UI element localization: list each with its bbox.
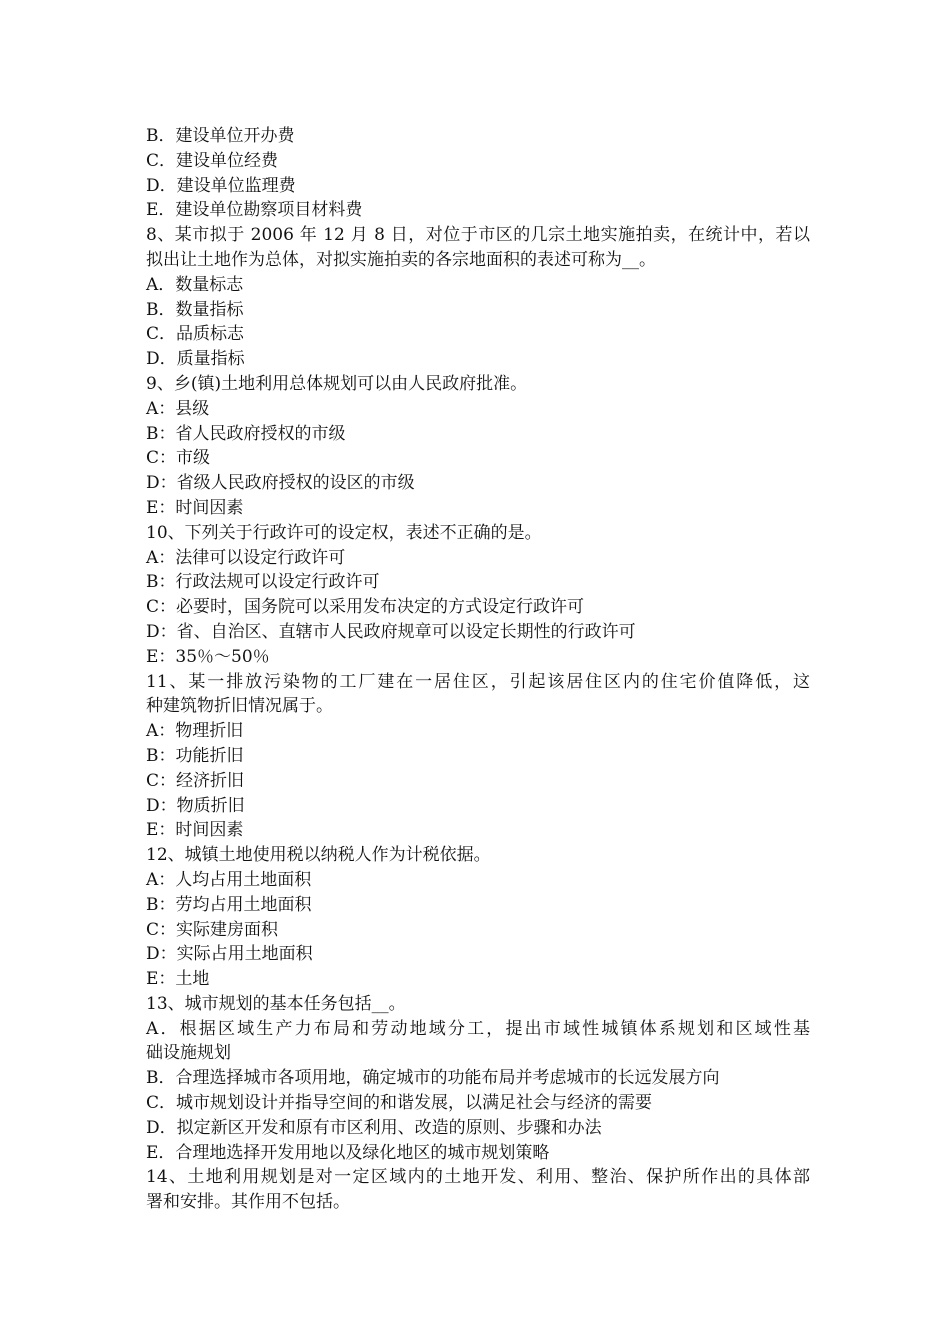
answer-option-line: B：行政法规可以设定行政许可 xyxy=(146,572,380,593)
answer-option-line: C．品质标志 xyxy=(146,324,245,345)
answer-option-line: D．质量指标 xyxy=(146,349,245,370)
answer-option-line: D：省级人民政府授权的设区的市级 xyxy=(146,473,415,494)
answer-option-line: A：人均占用土地面积 xyxy=(146,869,312,890)
question-text-line: 13、城市规划的基本任务包括__。 xyxy=(146,993,406,1014)
answer-option-line: D：省、自治区、直辖市人民政府规章可以设定长期性的行政许可 xyxy=(146,621,636,642)
answer-option-line: C．建设单位经费 xyxy=(146,150,279,171)
answer-option-line: C：实际建房面积 xyxy=(146,919,279,940)
answer-option-line: B．建设单位开办费 xyxy=(146,126,295,146)
question-text-line: 拟出让土地作为总体，对拟实施拍卖的各宗地面积的表述可称为__。 xyxy=(146,249,656,270)
answer-option-line: B．合理选择城市各项用地，确定城市的功能布局并考虑城市的长远发展方向 xyxy=(146,1068,720,1089)
answer-option-line: C：经济折旧 xyxy=(146,770,245,791)
answer-option-line: E：时间因素 xyxy=(146,820,244,841)
answer-option-line: A．数量标志 xyxy=(146,274,244,295)
answer-option-line: C：必要时，国务院可以采用发布决定的方式设定行政许可 xyxy=(146,597,585,618)
question-text-line: 种建筑物折旧情况属于。 xyxy=(146,696,333,717)
answer-option-line: E：时间因素 xyxy=(146,497,244,518)
question-text-line: 14、土地利用规划是对一定区域内的土地开发、利用、整治、保护所作出的具体部 xyxy=(146,1167,810,1188)
answer-option-line: D．拟定新区开发和原有市区利用、改造的原则、步骤和办法 xyxy=(146,1117,602,1138)
question-text-line: 12、城镇土地使用税以纳税人作为计税依据。 xyxy=(146,845,491,866)
question-text-line: A．根据区域生产力布局和劳动地域分工，提出市域性城镇体系规划和区域性基 xyxy=(146,1018,810,1039)
answer-option-line: B：功能折旧 xyxy=(146,745,244,766)
question-text-line: 8、某市拟于 2006 年 12 月 8 日，对位于市区的几宗土地实施拍卖，在统计中，若以 xyxy=(146,225,810,246)
answer-option-line: A：县级 xyxy=(146,398,210,419)
answer-option-line: C：市级 xyxy=(146,448,211,469)
question-text-line: 11、某一排放污染物的工厂建在一居住区，引起该居住区内的住宅价值降低，这 xyxy=(146,671,810,692)
answer-option-line: D：物质折旧 xyxy=(146,795,245,816)
answer-option-line: B．数量指标 xyxy=(146,299,244,320)
question-text-line: 署和安排。其作用不包括。 xyxy=(146,1192,350,1213)
answer-option-line: C．城市规划设计并指导空间的和谐发展，以满足社会与经济的需要 xyxy=(146,1093,653,1114)
document-page xyxy=(146,124,810,1215)
answer-option-line: E：35％～50％ xyxy=(146,646,270,667)
answer-option-line: B：劳均占用土地面积 xyxy=(146,894,312,915)
question-text-line: 础设施规划 xyxy=(146,1043,231,1064)
answer-option-line: E．建设单位勘察项目材料费 xyxy=(146,200,363,221)
answer-option-line: A：物理折旧 xyxy=(146,721,244,742)
question-text-line: 9、乡(镇)土地利用总体规划可以由人民政府批准。 xyxy=(146,373,528,394)
answer-option-line: B：省人民政府授权的市级 xyxy=(146,423,346,444)
answer-option-line: A：法律可以设定行政许可 xyxy=(146,547,346,568)
answer-option-line: E．合理地选择开发用地以及绿化地区的城市规划策略 xyxy=(146,1142,550,1163)
question-text-line: 10、下列关于行政许可的设定权，表述不正确的是。 xyxy=(146,522,542,543)
answer-option-line: E：土地 xyxy=(146,969,210,990)
answer-option-line: D：实际占用土地面积 xyxy=(146,944,313,965)
answer-option-line: D．建设单位监理费 xyxy=(146,175,296,196)
